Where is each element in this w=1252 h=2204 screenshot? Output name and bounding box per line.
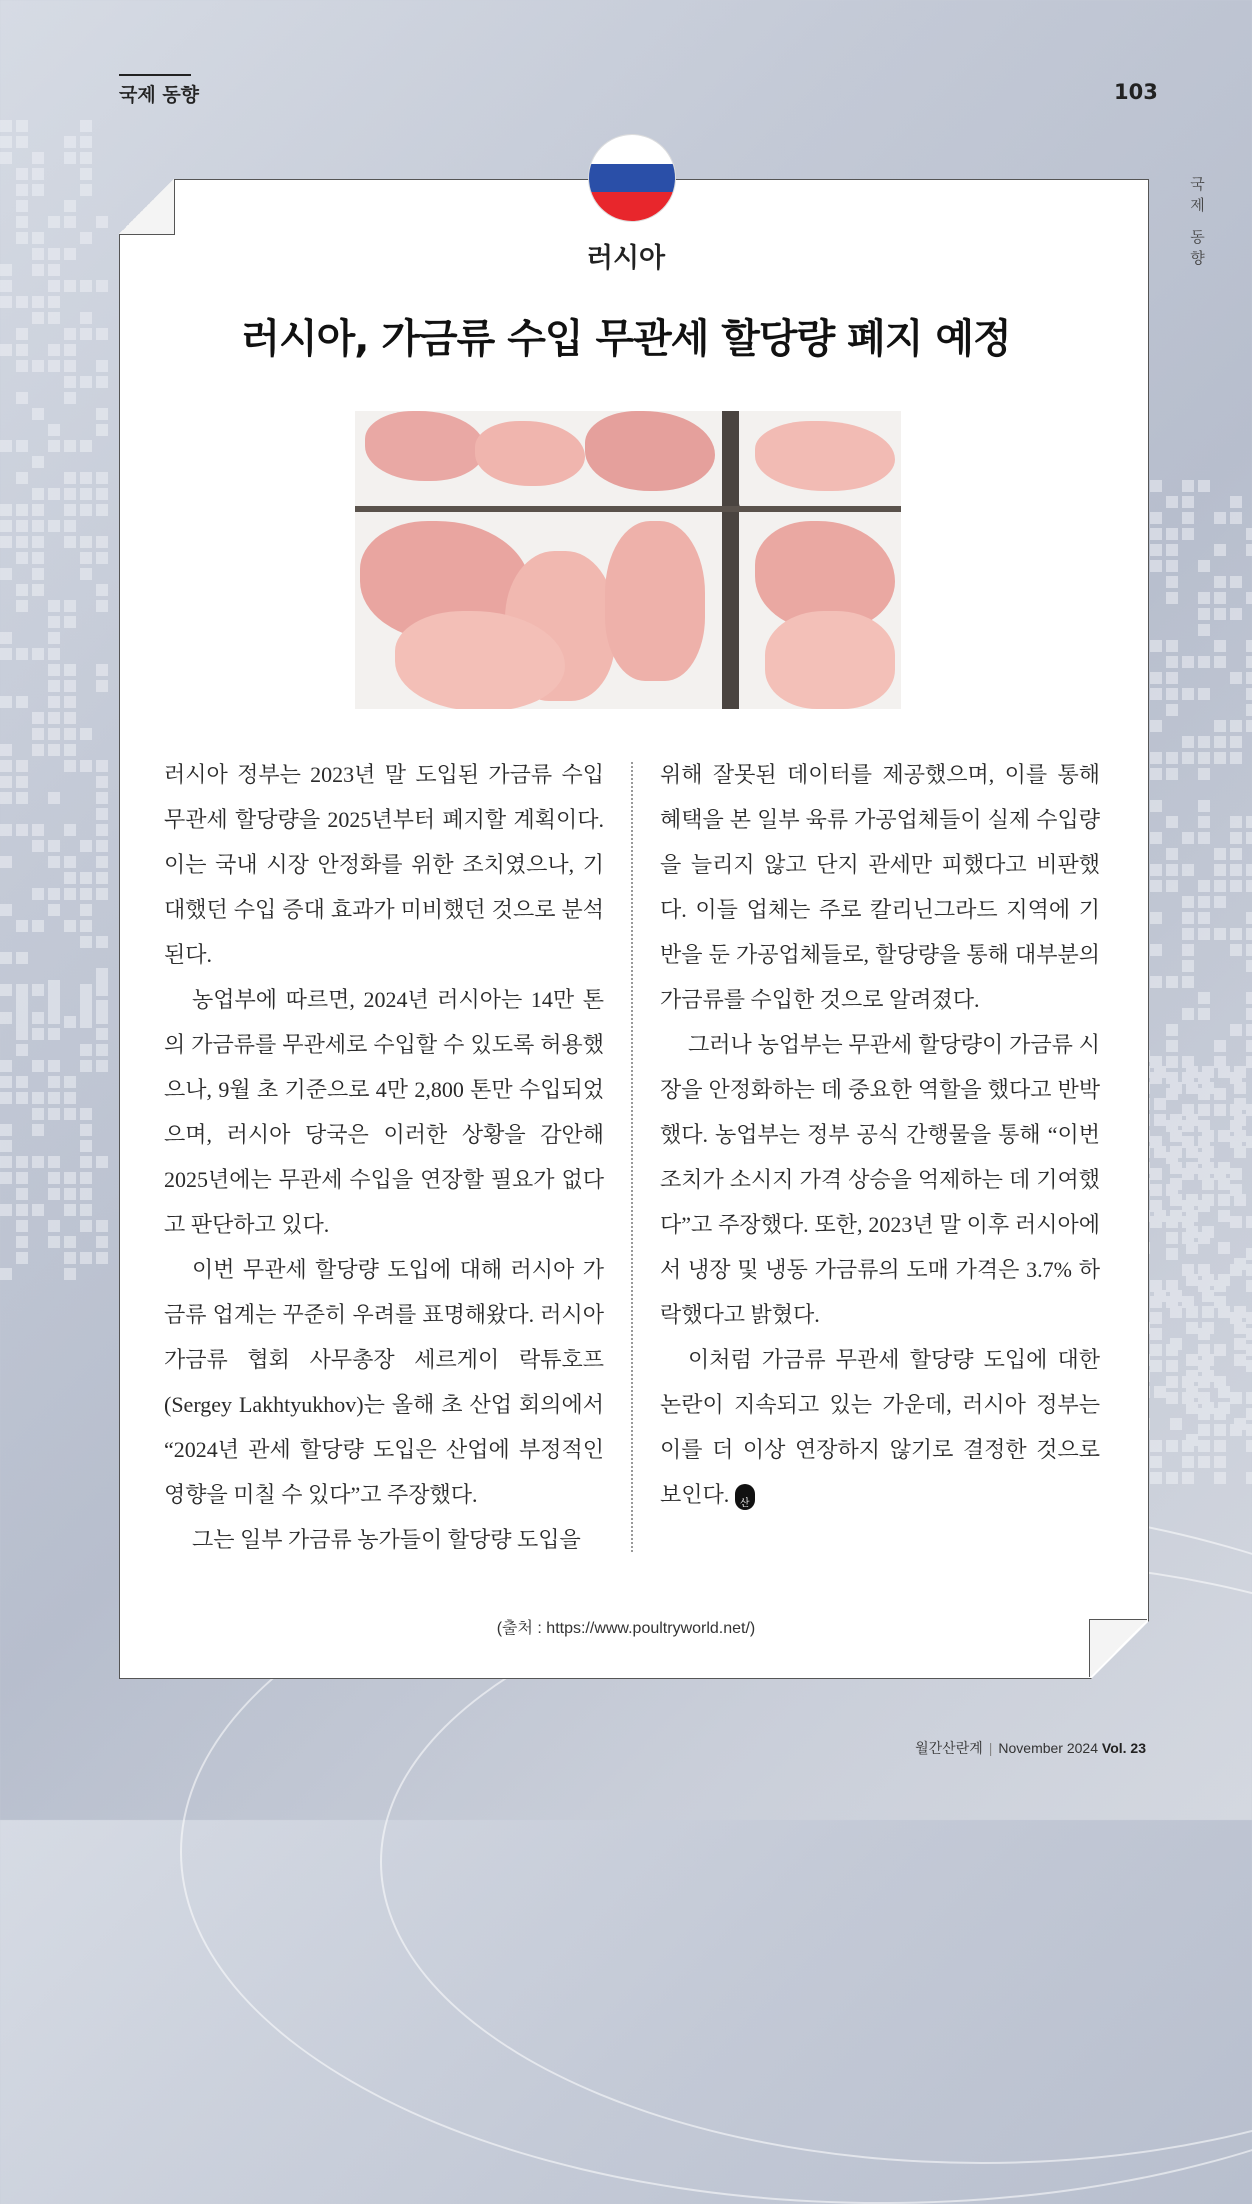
article-paragraph: 위해 잘못된 데이터를 제공했으며, 이를 통해 혜택을 본 일부 육류 가공업체들이 실제 수입량을 늘리지 않고 단지 관세만 피했다고 비판했다. 이들 업체는 주로 칼리닌그라드 지역에 기반을 둔 가공업체들로, 할당량을 통해 대부분의 가금류를 수입한 것으로 알려졌다.: [660, 762, 1100, 1012]
footer-separator: |: [988, 1740, 993, 1756]
column-divider: [631, 762, 633, 1552]
article-paragraph: 그는 일부 가금류 농가들이 할당량 도입을: [192, 1527, 581, 1552]
country-label: 러시아: [586, 243, 666, 274]
section-label: 국제 동향: [119, 84, 200, 106]
chicken-meat-photo: [355, 411, 901, 709]
article-column-left: [164, 752, 604, 1562]
article-paragraph-last: [660, 1337, 1100, 1517]
page-number: 103: [1114, 80, 1158, 104]
header-rule: [119, 74, 191, 76]
russia-flag-icon: [588, 134, 676, 222]
end-mark-icon: 축산: [735, 1484, 755, 1510]
issue-date: November 2024: [998, 1740, 1099, 1756]
article-paragraph: 그러나 농업부는 무관세 할당량이 가금류 시장을 안정화하는 데 중요한 역할을 했다고 반박했다. 농업부는 정부 공식 간행물을 통해 “이번 조치가 소시지 가격 상승을 억제하는 데 기여했다”고 주장했다. 또한, 2023년 말 이후 러시아에서 냉장 및 냉동 가금류의 도매 가격은 3.7% 하락했다고 밝혔다.: [660, 1032, 1100, 1327]
article-title: 러시아, 가금류 수입 무관세 할당량 폐지 예정: [241, 316, 1011, 362]
article-paragraph: 농업부에 따르면, 2024년 러시아는 14만 톤의 가금류를 무관세로 수입할 수 있도록 허용했으나, 9월 초 기준으로 4만 2,800 톤만 수입되었으며, 러시아 당국은 이러한 상황을 감안해 2025년에는 무관세 수입을 연장할 필요가 없다고 판단하고 있다.: [164, 987, 604, 1237]
article-paragraph-text: 이처럼 가금류 무관세 할당량 도입에 대한 논란이 지속되고 있는 가운데, 러시아 정부는 이를 더 이상 연장하지 않기로 결정한 것으로 보인다.: [660, 1347, 1100, 1507]
article-paragraph: 러시아 정부는 2023년 말 도입된 가금류 수입 무관세 할당량을 2025년부터 폐지할 계획이다. 이는 국내 시장 안정화를 위한 조치였으나, 기대했던 수입 증대 효과가 미비했던 것으로 분석된다.: [164, 762, 604, 967]
magazine-name: 월간산란계: [915, 1740, 983, 1756]
article-source: (출처 : https://www.poultryworld.net/): [496, 1620, 756, 1637]
article-paragraph: 이번 무관세 할당량 도입에 대해 러시아 가금류 업계는 꾸준히 우려를 표명해왔다. 러시아 가금류 협회 사무총장 세르게이 락튜호프(Sergey Lakhtyukhov)는 올해 초 산업 회의에서 “2024년 관세 할당량 도입은 산업에 부정적인 영향을 미칠 수 있다”고 주장했다.: [164, 1257, 604, 1507]
page-footer: [915, 1738, 1146, 1758]
article-column-right: [660, 752, 1100, 1517]
side-tab-label: 국제 동향: [1188, 176, 1206, 271]
card-corner-fold-top-left: [119, 179, 175, 235]
volume-label: Vol. 23: [1101, 1740, 1146, 1756]
